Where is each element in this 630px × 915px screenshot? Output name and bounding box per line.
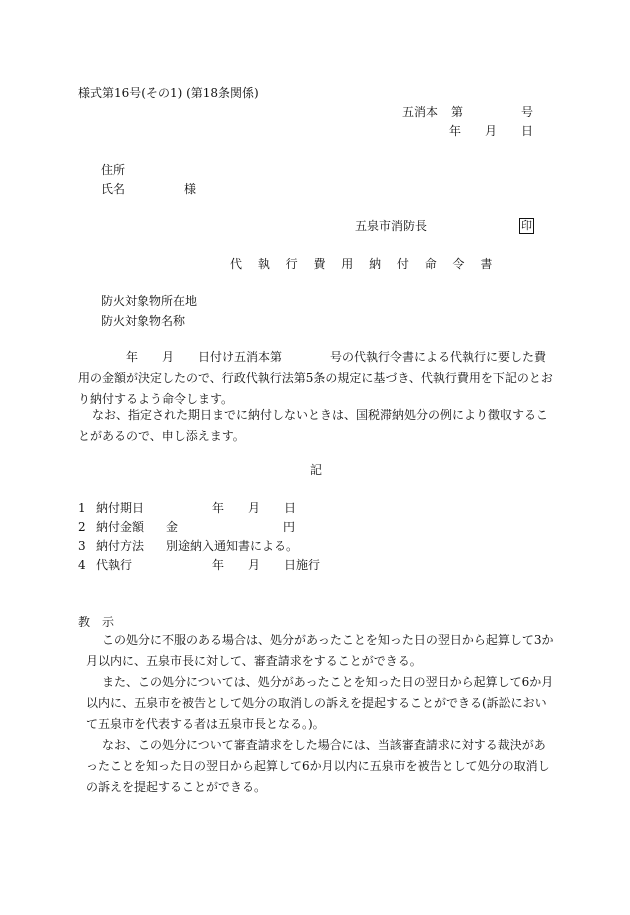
target-name-label: 防火対象物名称 xyxy=(101,314,186,328)
list-item xyxy=(78,500,378,516)
item-number: 3 xyxy=(78,539,86,553)
notice-paragraph-2: また、この処分については、処分があったことを知った日の翌日から起算して6か月以内に、五泉市を被告として処分の取消しの訴えを提起することができる(訴訟において五泉市を代表する者は五泉市長となる。)。 xyxy=(86,675,554,731)
target-location-label: 防火対象物所在地 xyxy=(101,294,198,308)
notice-paragraph-3: なお、この処分について審査請求をした場合には、当該審査請求に対する裁決があったことを知った日の翌日から起算して6か月以内に五泉市を被告として処分の取消しの訴えを提起することができる。 xyxy=(86,738,550,794)
item-value: 年 月 日 xyxy=(212,501,297,515)
item-label: 納付金額 xyxy=(96,520,145,534)
item-prefix: 金 xyxy=(166,520,179,534)
date-day: 日 xyxy=(521,124,534,138)
ki-heading: 記 xyxy=(310,463,323,477)
notice-paragraph-1: この処分に不服のある場合は、処分があったことを知った日の翌日から起算して3か月以内に、五泉市長に対して、審査請求をすることができる。 xyxy=(86,633,554,668)
date-year: 年 xyxy=(449,124,462,138)
form-number: 様式第16号(その1) (第18条関係) xyxy=(78,86,259,100)
notice-heading: 教 示 xyxy=(78,615,115,629)
seal-icon: 印 xyxy=(521,219,532,232)
date-month: 月 xyxy=(485,124,498,138)
body-paragraph-1: 年 月 日付け五消本第 号の代執行令書による代執行に要した費用の金額が決定したので、行政代執行法第5条の規定に基づき、代執行費用を下記のとおり納付するよう命令します。 xyxy=(78,350,553,406)
issuer-title: 五泉市消防長 xyxy=(355,219,428,233)
item-label: 納付方法 xyxy=(96,539,145,553)
item-value: 円 xyxy=(283,520,296,534)
doc-number-prefix: 五消本 xyxy=(402,105,439,119)
item-value: 別途納入通知書による。 xyxy=(166,539,299,553)
list-item xyxy=(78,557,378,573)
name-label: 氏名 xyxy=(101,182,126,196)
address-label: 住所 xyxy=(101,163,126,177)
item-value: 年 月 日施行 xyxy=(212,558,321,572)
seal-mark xyxy=(519,217,534,234)
list-item xyxy=(78,538,378,554)
item-number: 4 xyxy=(78,558,86,572)
item-number: 1 xyxy=(78,501,86,515)
item-label: 納付期日 xyxy=(96,501,145,515)
honorific: 様 xyxy=(184,182,197,196)
list-item xyxy=(78,519,378,535)
doc-number-dai: 第 xyxy=(451,105,464,119)
doc-number-go: 号 xyxy=(521,105,534,119)
document-title: 代 執 行 費 用 納 付 命 令 書 xyxy=(230,257,499,271)
body-paragraph-2: なお、指定された期日までに納付しないときは、国税滞納処分の例により徴収することがあるので、申し添えます。 xyxy=(78,408,549,443)
item-number: 2 xyxy=(78,520,86,534)
item-label: 代執行 xyxy=(96,558,133,572)
